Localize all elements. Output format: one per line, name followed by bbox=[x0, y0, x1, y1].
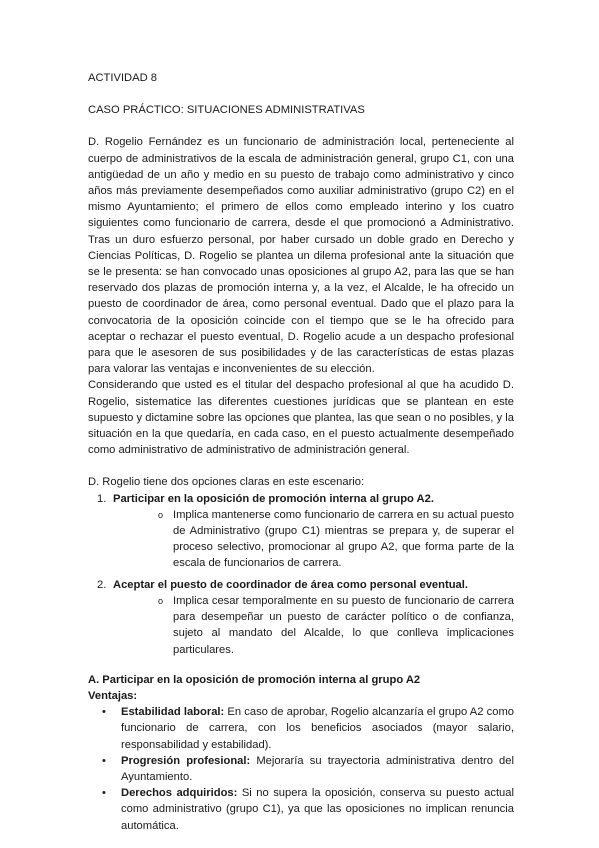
option-detail-text: Implica mantenerse como funcionario de carrera en su actual puesto de Administrativo (grupo C1) mientras se prepara y, de superar el proceso selectivo, promocionar al grupo A2, que forma parte de la escala de funcionarios de carrera. bbox=[173, 508, 514, 570]
advantage-item bbox=[88, 785, 514, 834]
option-title: Aceptar el puesto de coordinador de área como personal eventual. bbox=[113, 578, 468, 591]
option-title: Participar en la oposición de promoción interna al grupo A2. bbox=[113, 492, 434, 505]
section-a-subtitle: Ventajas: bbox=[88, 689, 138, 702]
advantages-list bbox=[88, 704, 514, 834]
circle-bullet-icon: o bbox=[158, 595, 164, 606]
case-title: CASO PRÁCTICO: SITUACIONES ADMINISTRATIVAS bbox=[88, 104, 365, 117]
advantage-label: Estabilidad laboral: bbox=[121, 706, 225, 719]
advantage-label: Progresión profesional: bbox=[121, 754, 251, 767]
circle-bullet-icon: o bbox=[158, 509, 164, 520]
advantage-text: En caso de aprobar, Rogelio alcanzaría el grupo A2 como funcionario de carrera, con los beneficios asociados (mayor salario, responsabilidad y estabilidad). bbox=[121, 706, 514, 751]
advantage-text: Mejoraría su trayectoria administrativa dentro del Ayuntamiento. bbox=[121, 754, 514, 783]
advantage-label: Derechos adquiridos: bbox=[121, 787, 238, 800]
option-detail-list bbox=[113, 593, 514, 658]
advantage-item bbox=[88, 753, 514, 785]
section-a-title: A. Participar en la oposición de promoción interna al grupo A2 bbox=[88, 673, 421, 686]
document-body bbox=[88, 70, 514, 834]
options-intro: D. Rogelio tiene dos opciones claras en este escenario: bbox=[88, 476, 365, 489]
option-item bbox=[88, 491, 514, 572]
option-item bbox=[88, 577, 514, 658]
advantage-text: Si no supera la oposición, conserva su puesto actual como administrativo (grupo C1), ya que las oposiciones no implican renuncia automática. bbox=[121, 787, 514, 832]
case-paragraph-1: D. Rogelio Fernández es un funcionario de administración local, perteneciente al cuerpo de administrativos de la escala de administración general, grupo C1, con una antigüedad de un año y medio en su puesto de trabajo como administrativo y cinco años más previamente desempeñados como auxiliar administrativo (grupo C2) en el mismo Ayuntamiento; el primero de ellos como empleado interino y los cuatro siguientes como funcionario de carrera, desde el que promocionó a Administrativo. Tras un duro esfuerzo personal, por haber cursado un doble grado en Derecho y Ciencias Políticas, D. Rogelio se plantea un dilema profesional ante la situación que se le presenta: se han convocado unas oposiciones al grupo A2, para las que se han reservado dos plazas de promoción interna y, a la vez, el Alcalde, le ha ofrecido un puesto de coordinador de área, como personal eventual. Dado que el plazo para la convocatoria de la oposición coincide con el tiempo que se le ha ofrecido para aceptar o rechazar el puesto eventual, D. Rogelio acude a un despacho profesional para que le asesoren de sus posibilidades y de las características de estas plazas para valorar las ventajas e inconvenientes de su elección. bbox=[88, 136, 514, 376]
bullet-icon: • bbox=[102, 787, 106, 800]
activity-title: ACTIVIDAD 8 bbox=[88, 72, 158, 84]
option-detail-text: Implica cesar temporalmente en su puesto de funcionario de carrera para desempeñar un puesto de carácter político o de confianza, sujeto al mandato del Alcalde, lo que conlleva implicaciones particulares. bbox=[173, 594, 514, 656]
option-detail bbox=[113, 593, 514, 658]
options-list bbox=[88, 491, 514, 658]
option-detail bbox=[113, 507, 514, 572]
case-paragraph-2: Considerando que usted es el titular del despacho profesional al que ha acudido D. Rogelio, sistematice las diferentes cuestiones jurídicas que se plantean en este supuesto y dictamine sobre las opciones que plantea, las que sean o no posibles, y la situación en la que quedaría, en cada caso, en el puesto actualmente desempeñado como administrativo de administrativo de administración general. bbox=[88, 379, 514, 457]
option-detail-list bbox=[113, 507, 514, 572]
option-number: 2. bbox=[97, 578, 107, 591]
bullet-icon: • bbox=[102, 706, 106, 719]
advantage-item bbox=[88, 704, 514, 753]
bullet-icon: • bbox=[102, 754, 106, 767]
option-number: 1. bbox=[97, 492, 107, 505]
